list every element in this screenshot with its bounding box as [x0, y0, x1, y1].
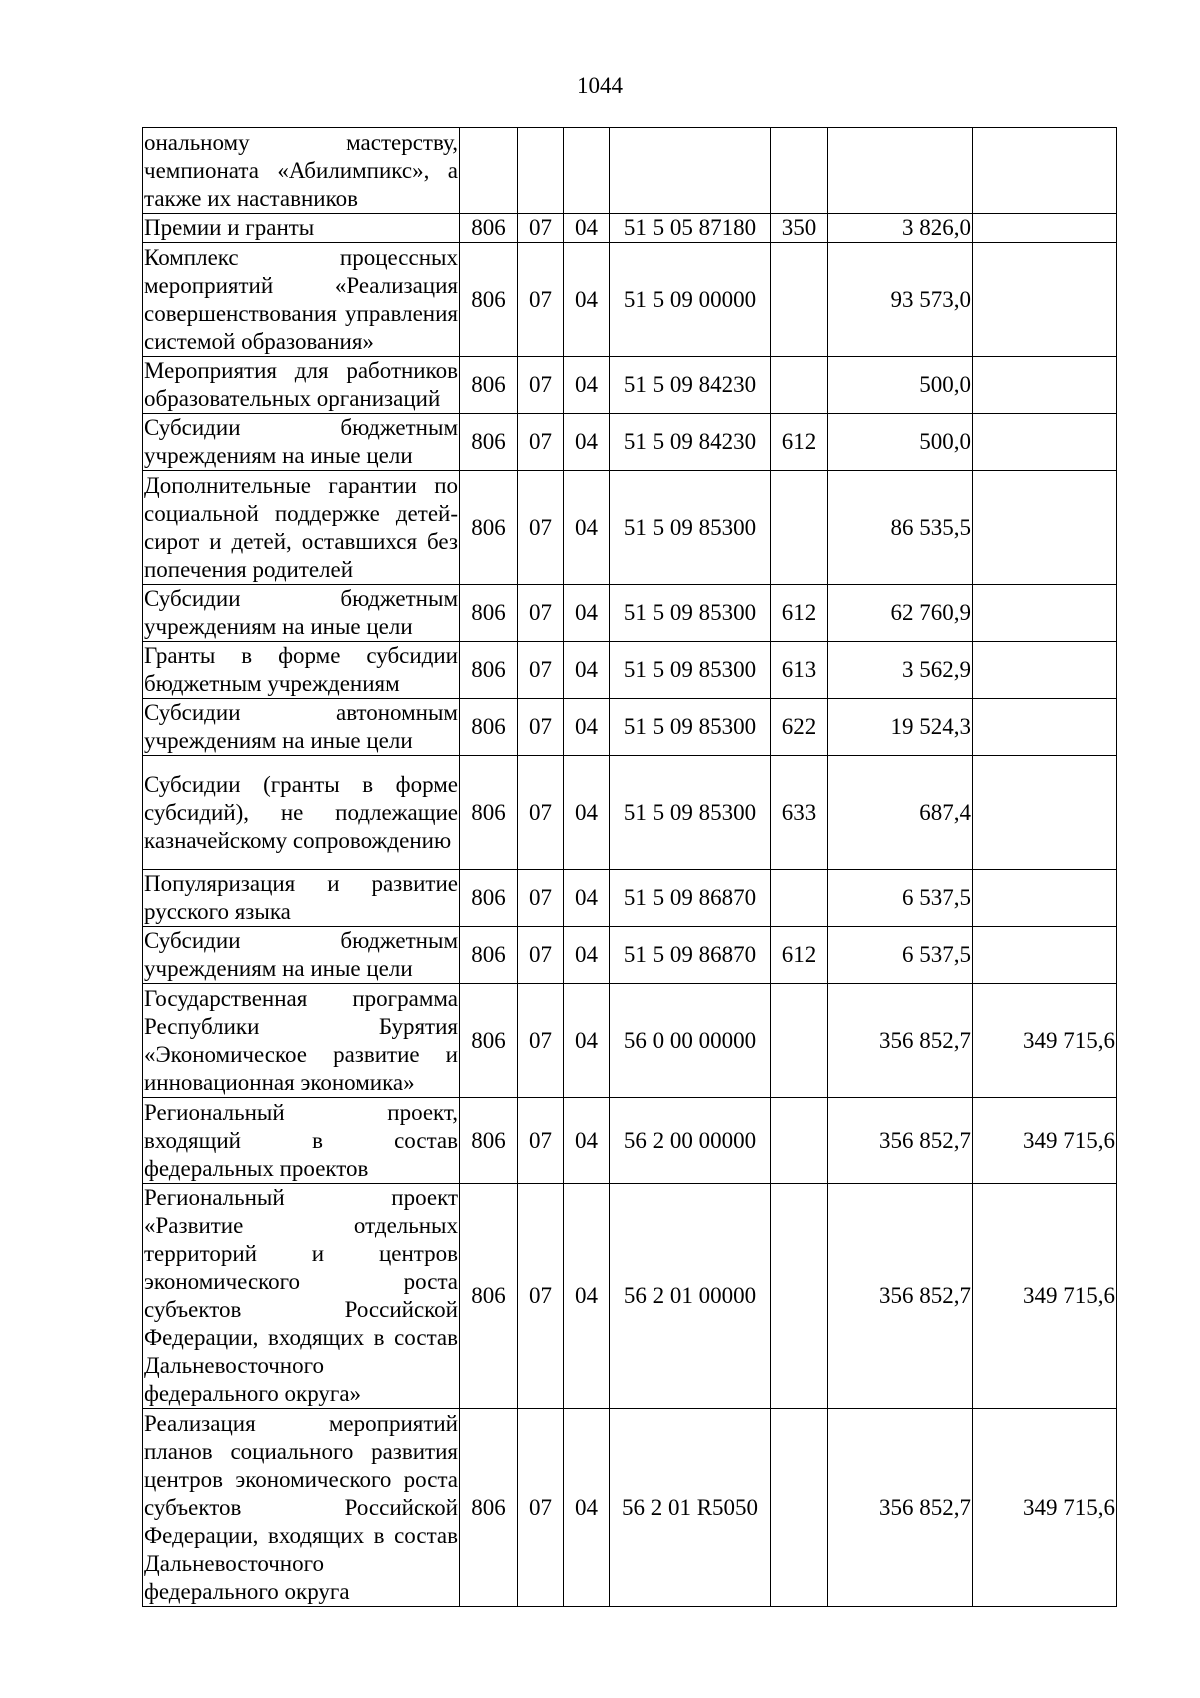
amount-year-2 [973, 870, 1117, 927]
subsection-code: 04 [564, 984, 610, 1098]
expense-code: 612 [771, 927, 828, 984]
subsection-code: 04 [564, 870, 610, 927]
amount-year-2: 349 715,6 [973, 1409, 1117, 1607]
ministry-code: 806 [460, 414, 518, 471]
ministry-code: 806 [460, 984, 518, 1098]
amount-year-2 [973, 243, 1117, 357]
subsection-code: 04 [564, 414, 610, 471]
amount-year-1: 3 562,9 [828, 642, 973, 699]
ministry-code: 806 [460, 585, 518, 642]
amount-year-1: 356 852,7 [828, 984, 973, 1098]
amount-year-1: 93 573,0 [828, 243, 973, 357]
amount-year-2: 349 715,6 [973, 984, 1117, 1098]
ministry-code: 806 [460, 471, 518, 585]
amount-year-2 [973, 756, 1117, 870]
table-row [143, 414, 1117, 471]
row-name: Субсидии автономным учреждениям на иные цели [143, 699, 460, 756]
subsection-code: 04 [564, 357, 610, 414]
section-code: 07 [518, 1409, 564, 1607]
subsection-code: 04 [564, 243, 610, 357]
amount-year-1: 500,0 [828, 414, 973, 471]
row-name: Реализация мероприятий планов социального развития центров экономического роста субъектов Российской Федерации, входящих в состав Дальневосточного федерального округа [143, 1409, 460, 1607]
row-name: Субсидии бюджетным учреждениям на иные цели [143, 414, 460, 471]
amount-year-2 [973, 357, 1117, 414]
ministry-code: 806 [460, 1098, 518, 1184]
expense-code [771, 1409, 828, 1607]
ministry-code: 806 [460, 699, 518, 756]
target-code: 51 5 09 84230 [610, 357, 771, 414]
ministry-code: 806 [460, 214, 518, 243]
section-code: 07 [518, 585, 564, 642]
target-code: 51 5 09 85300 [610, 471, 771, 585]
row-name: Региональный проект «Развитие отдельных территорий и центров экономического роста субъектов Российской Федерации, входящих в состав Дальневосточного федерального округа» [143, 1184, 460, 1409]
amount-year-1: 6 537,5 [828, 927, 973, 984]
amount-year-2 [973, 128, 1117, 214]
section-code: 07 [518, 642, 564, 699]
section-code: 07 [518, 471, 564, 585]
expense-code [771, 984, 828, 1098]
table-row [143, 128, 1117, 214]
ministry-code: 806 [460, 1184, 518, 1409]
table-row [143, 1409, 1117, 1607]
target-code: 51 5 09 85300 [610, 699, 771, 756]
amount-year-2 [973, 927, 1117, 984]
ministry-code: 806 [460, 357, 518, 414]
table-row [143, 642, 1117, 699]
subsection-code: 04 [564, 585, 610, 642]
target-code: 56 2 00 00000 [610, 1098, 771, 1184]
row-name: Субсидии (гранты в форме субсидий), не подлежащие казначейскому сопровождению [143, 756, 460, 870]
amount-year-1: 356 852,7 [828, 1409, 973, 1607]
target-code: 51 5 09 86870 [610, 927, 771, 984]
section-code: 07 [518, 414, 564, 471]
table-row [143, 1184, 1117, 1409]
section-code: 07 [518, 756, 564, 870]
section-code: 07 [518, 214, 564, 243]
table-row [143, 243, 1117, 357]
amount-year-1 [828, 128, 973, 214]
amount-year-2 [973, 585, 1117, 642]
amount-year-2: 349 715,6 [973, 1098, 1117, 1184]
target-code [610, 128, 771, 214]
amount-year-2 [973, 414, 1117, 471]
row-name: Субсидии бюджетным учреждениям на иные цели [143, 927, 460, 984]
subsection-code: 04 [564, 756, 610, 870]
expense-code [771, 128, 828, 214]
expense-code [771, 870, 828, 927]
row-name: Мероприятия для работников образовательных организаций [143, 357, 460, 414]
section-code: 07 [518, 870, 564, 927]
row-name: Комплекс процессных мероприятий «Реализация совершенствования управления системой образования» [143, 243, 460, 357]
target-code: 56 2 01 00000 [610, 1184, 771, 1409]
section-code: 07 [518, 357, 564, 414]
subsection-code: 04 [564, 1184, 610, 1409]
subsection-code: 04 [564, 1409, 610, 1607]
amount-year-1: 500,0 [828, 357, 973, 414]
row-name: Дополнительные гарантии по социальной поддержке детей-сирот и детей, оставшихся без попечения родителей [143, 471, 460, 585]
budget-table [142, 127, 1117, 1607]
expense-code [771, 357, 828, 414]
row-name: ональному мастерству, чемпионата «Абилимпикс», а также их наставников [143, 128, 460, 214]
table-row [143, 1098, 1117, 1184]
amount-year-1: 86 535,5 [828, 471, 973, 585]
page-number: 1044 [577, 73, 623, 98]
section-code: 07 [518, 699, 564, 756]
row-name: Премии и гранты [143, 214, 460, 243]
ministry-code: 806 [460, 927, 518, 984]
target-code: 51 5 09 84230 [610, 414, 771, 471]
amount-year-2 [973, 699, 1117, 756]
expense-code [771, 471, 828, 585]
amount-year-2 [973, 214, 1117, 243]
amount-year-1: 687,4 [828, 756, 973, 870]
row-name: Региональный проект, входящий в состав федеральных проектов [143, 1098, 460, 1184]
amount-year-1: 3 826,0 [828, 214, 973, 243]
amount-year-1: 19 524,3 [828, 699, 973, 756]
row-name: Гранты в форме субсидии бюджетным учреждениям [143, 642, 460, 699]
ministry-code: 806 [460, 756, 518, 870]
expense-code: 612 [771, 585, 828, 642]
expense-code: 613 [771, 642, 828, 699]
amount-year-1: 356 852,7 [828, 1098, 973, 1184]
expense-code [771, 1098, 828, 1184]
amount-year-2 [973, 471, 1117, 585]
expense-code [771, 243, 828, 357]
expense-code [771, 1184, 828, 1409]
amount-year-1: 62 760,9 [828, 585, 973, 642]
amount-year-2: 349 715,6 [973, 1184, 1117, 1409]
table-row [143, 927, 1117, 984]
expense-code: 633 [771, 756, 828, 870]
table-row [143, 214, 1117, 243]
table-row [143, 756, 1117, 870]
expense-code: 622 [771, 699, 828, 756]
subsection-code: 04 [564, 642, 610, 699]
subsection-code: 04 [564, 214, 610, 243]
section-code: 07 [518, 984, 564, 1098]
section-code [518, 128, 564, 214]
ministry-code: 806 [460, 243, 518, 357]
table-row [143, 870, 1117, 927]
expense-code: 612 [771, 414, 828, 471]
subsection-code [564, 128, 610, 214]
target-code: 51 5 05 87180 [610, 214, 771, 243]
target-code: 51 5 09 85300 [610, 642, 771, 699]
table-row [143, 357, 1117, 414]
target-code: 51 5 09 85300 [610, 585, 771, 642]
table-row [143, 984, 1117, 1098]
row-name: Субсидии бюджетным учреждениям на иные цели [143, 585, 460, 642]
ministry-code: 806 [460, 870, 518, 927]
section-code: 07 [518, 927, 564, 984]
section-code: 07 [518, 1184, 564, 1409]
row-name: Государственная программа Республики Бурятия «Экономическое развитие и инновационная экономика» [143, 984, 460, 1098]
subsection-code: 04 [564, 471, 610, 585]
row-name: Популяризация и развитие русского языка [143, 870, 460, 927]
table-row [143, 471, 1117, 585]
amount-year-2 [973, 642, 1117, 699]
target-code: 51 5 09 85300 [610, 756, 771, 870]
amount-year-1: 6 537,5 [828, 870, 973, 927]
target-code: 51 5 09 00000 [610, 243, 771, 357]
ministry-code: 806 [460, 1409, 518, 1607]
ministry-code: 806 [460, 642, 518, 699]
target-code: 56 0 00 00000 [610, 984, 771, 1098]
subsection-code: 04 [564, 1098, 610, 1184]
section-code: 07 [518, 243, 564, 357]
table-row [143, 585, 1117, 642]
expense-code: 350 [771, 214, 828, 243]
amount-year-1: 356 852,7 [828, 1184, 973, 1409]
subsection-code: 04 [564, 699, 610, 756]
target-code: 56 2 01 R5050 [610, 1409, 771, 1607]
ministry-code [460, 128, 518, 214]
section-code: 07 [518, 1098, 564, 1184]
table-row [143, 699, 1117, 756]
subsection-code: 04 [564, 927, 610, 984]
target-code: 51 5 09 86870 [610, 870, 771, 927]
